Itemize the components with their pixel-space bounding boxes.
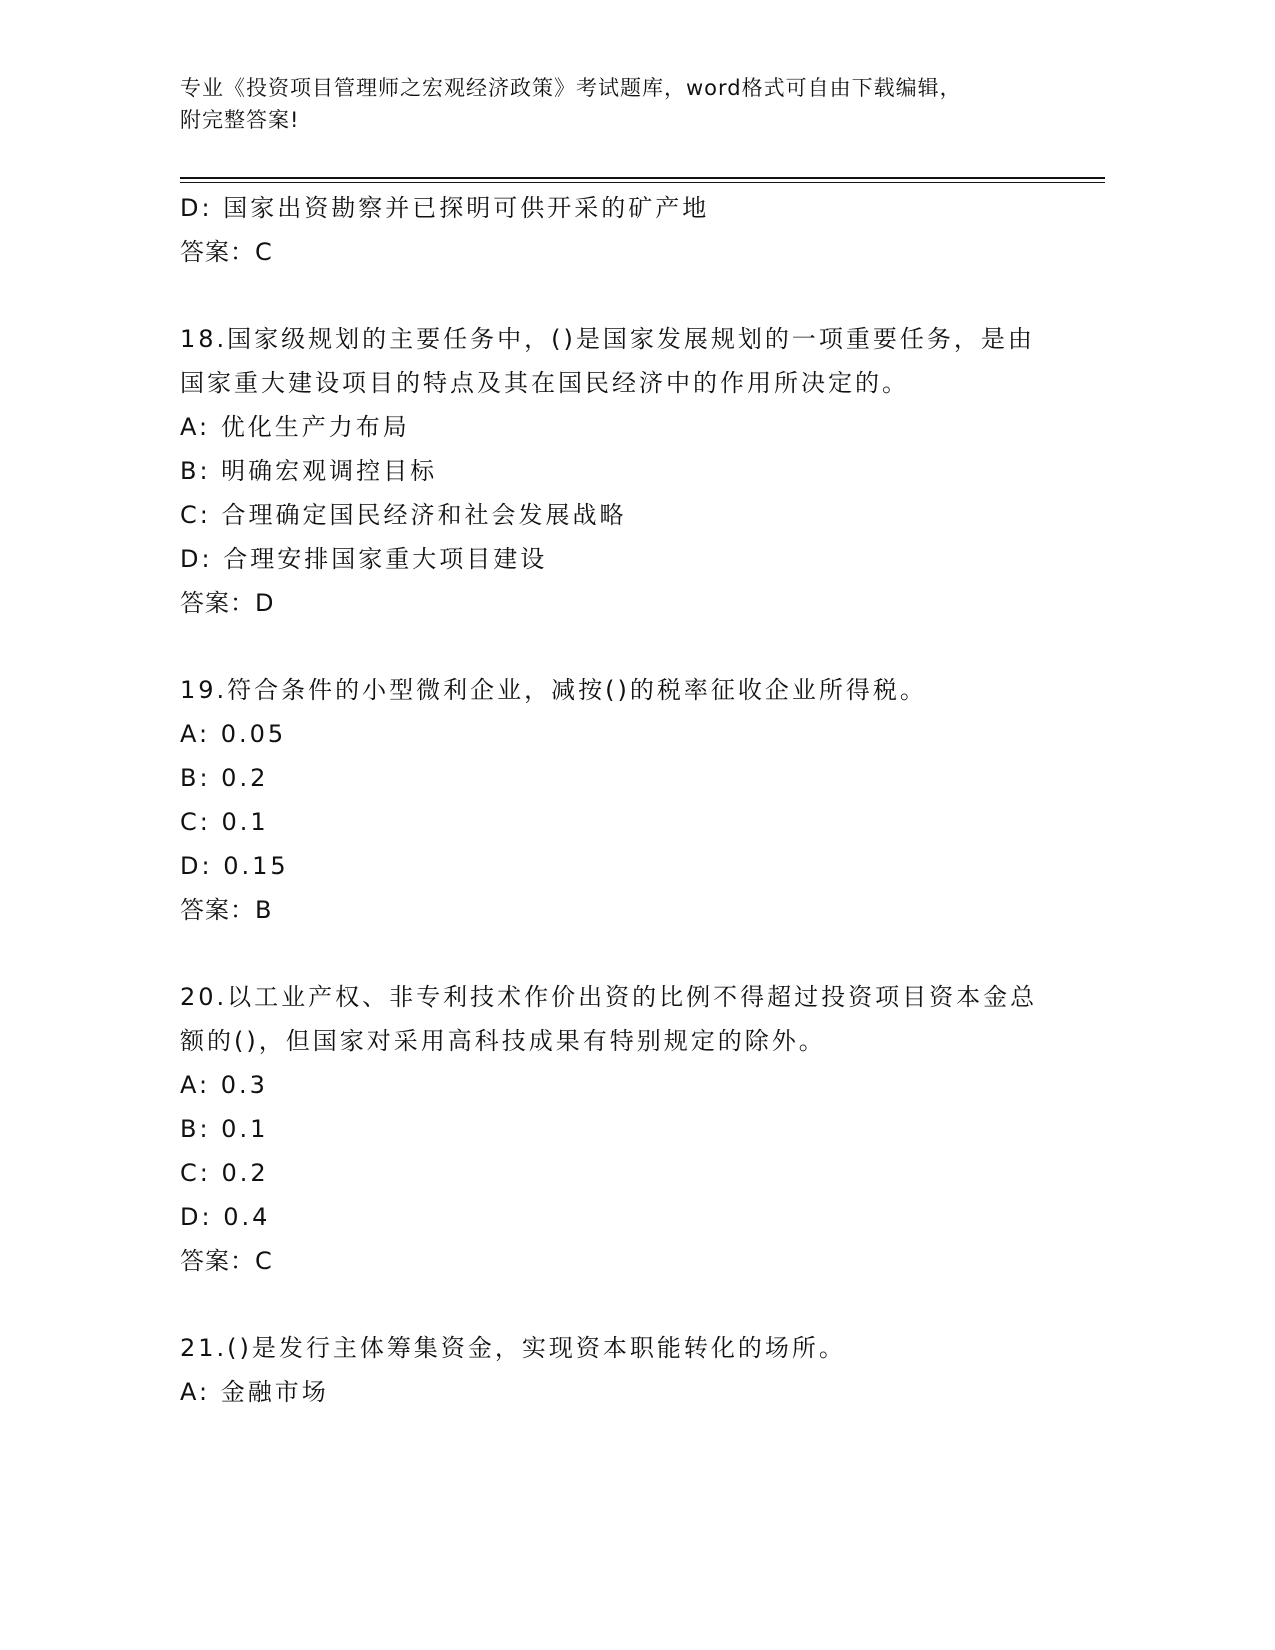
option-b: B: 明确宏观调控目标 bbox=[180, 457, 438, 485]
option-d: D: 国家出资勘察并已探明可供开采的矿产地 bbox=[180, 194, 710, 222]
option-a: A: 金融市场 bbox=[180, 1378, 329, 1406]
question-17-tail bbox=[180, 186, 1040, 274]
answer-label: 答案：C bbox=[180, 238, 273, 266]
answer-label: 答案：D bbox=[180, 589, 275, 617]
question-20 bbox=[180, 975, 1040, 1283]
question-list bbox=[180, 186, 1040, 1414]
option-a: A: 0.05 bbox=[180, 720, 287, 748]
question-18 bbox=[180, 317, 1040, 625]
option-c: C: 0.1 bbox=[180, 808, 269, 836]
question-19 bbox=[180, 668, 1040, 932]
option-c: C: 合理确定国民经济和社会发展战略 bbox=[180, 501, 627, 529]
option-a: A: 0.3 bbox=[180, 1071, 268, 1099]
document-header bbox=[180, 72, 1060, 136]
answer-label: 答案：B bbox=[180, 896, 273, 924]
answer-label: 答案：C bbox=[180, 1247, 273, 1275]
question-stem: 21.()是发行主体筹集资金，实现资本职能转化的场所。 bbox=[180, 1334, 846, 1362]
question-stem: 19.符合条件的小型微利企业，减按()的税率征收企业所得税。 bbox=[180, 676, 927, 704]
option-b: B: 0.2 bbox=[180, 764, 269, 792]
option-b: B: 0.1 bbox=[180, 1115, 269, 1143]
header-line-2: 附完整答案! bbox=[180, 108, 300, 132]
option-c: C: 0.2 bbox=[180, 1159, 269, 1187]
option-a: A: 优化生产力布局 bbox=[180, 413, 410, 441]
header-divider-thick bbox=[180, 177, 1105, 179]
question-stem: 20.以工业产权、非专利技术作价出资的比例不得超过投资项目资本金总额的()，但国家对采用高科技成果有特别规定的除外。 bbox=[180, 983, 1038, 1055]
header-divider-thin bbox=[180, 182, 1105, 183]
question-21 bbox=[180, 1326, 1040, 1414]
option-d: D: 合理安排国家重大项目建设 bbox=[180, 545, 548, 573]
header-line-1: 专业《投资项目管理师之宏观经济政策》考试题库，word格式可自由下载编辑， bbox=[180, 76, 962, 100]
question-stem: 18.国家级规划的主要任务中，()是国家发展规划的一项重要任务，是由国家重大建设项目的特点及其在国民经济中的作用所决定的。 bbox=[180, 325, 1035, 397]
option-d: D: 0.15 bbox=[180, 852, 289, 880]
option-d: D: 0.4 bbox=[180, 1203, 271, 1231]
